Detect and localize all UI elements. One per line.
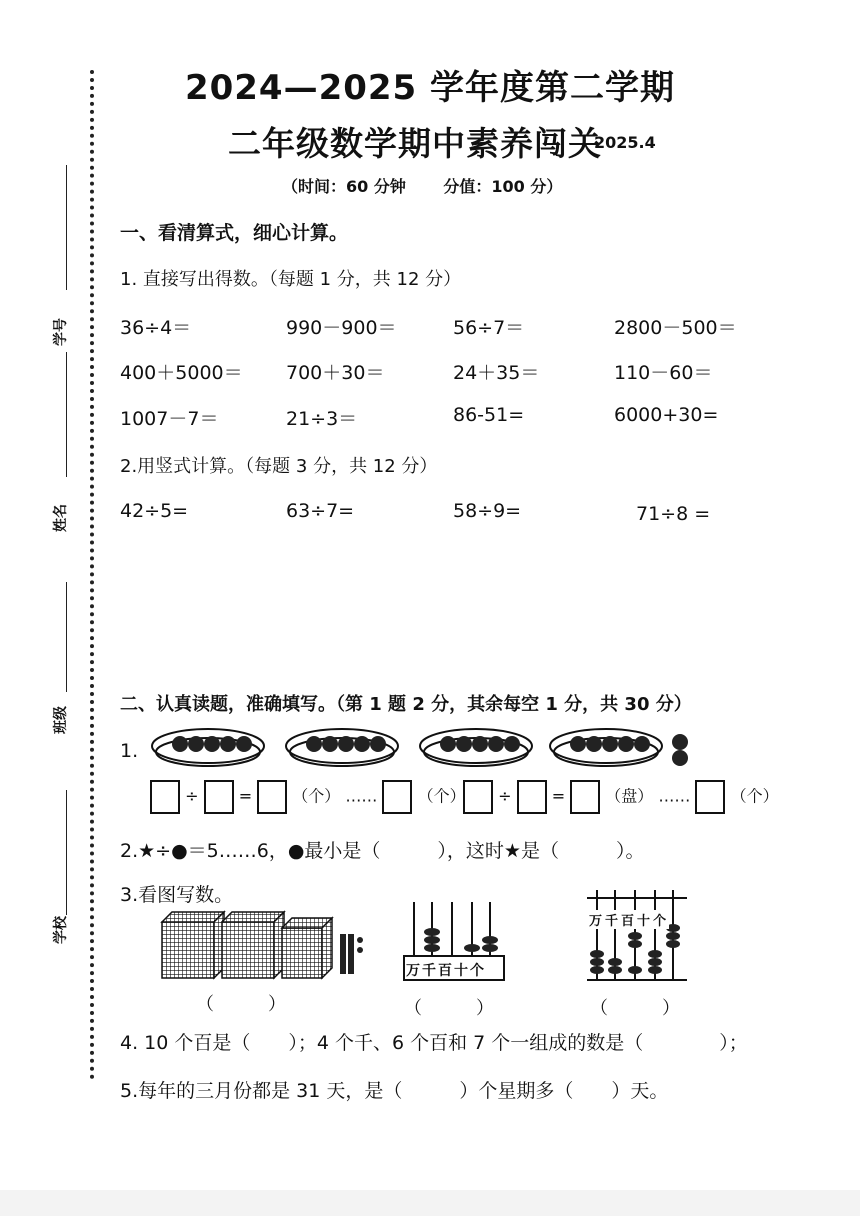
- exam-subtitle: 二年级数学期中素养闯关: [228, 124, 602, 163]
- section1-heading: 一、看清算式，细心计算。: [120, 222, 349, 244]
- division-equation-left: ÷ = （个） …… （个）: [150, 780, 466, 814]
- exam-date: 2025.4: [594, 133, 656, 152]
- school-line: [66, 790, 67, 915]
- q4-text: 4. 10 个百是（ ）；4 个千、6 个百和 7 个一组成的数是（ ）；: [120, 1032, 748, 1054]
- exam-title: 2024—2025 学年度第二学期: [184, 68, 676, 108]
- vertical-calc-item: 71÷8 =: [636, 503, 711, 525]
- q5-text: 5.每年的三月份都是 31 天，是（ ）个星期多（ ）天。: [120, 1080, 669, 1102]
- student-id-line: [66, 165, 67, 290]
- calc-item: 990－900＝: [286, 317, 397, 339]
- vertical-calc-item: 42÷5=: [120, 500, 189, 522]
- section2-heading: 二、认真读题，准确填写。（第 1 题 2 分，其余每空 1 分，共 30 分）: [120, 694, 692, 715]
- calc-item: 110－60＝: [614, 362, 713, 384]
- calc-item: 400＋5000＝: [120, 362, 243, 384]
- class-line: [66, 582, 67, 692]
- calc-item: 21÷3＝: [286, 408, 358, 430]
- exam-info: （时间：60 分钟 分值：100 分）: [282, 177, 563, 196]
- vertical-calc-item: 63÷7=: [286, 500, 355, 522]
- page-bottom-band: [0, 1190, 860, 1216]
- calc-item: 86-51=: [453, 404, 525, 426]
- school-label: 学校: [53, 916, 69, 944]
- abacus-2-labels: 万千百十个: [589, 910, 669, 929]
- strawberry-plates-image: [150, 722, 710, 778]
- answer-box[interactable]: [463, 780, 493, 814]
- answer-box[interactable]: [570, 780, 600, 814]
- calc-item: 56÷7＝: [453, 317, 525, 339]
- answer-box[interactable]: [695, 780, 725, 814]
- division-equation-right: ÷ = （盘） …… （个）: [463, 780, 779, 814]
- calc-item: 700＋30＝: [286, 362, 385, 384]
- class-label: 班级: [53, 706, 69, 734]
- q3-title: 3.看图写数。: [120, 884, 234, 906]
- answer-box[interactable]: [382, 780, 412, 814]
- vertical-calc-item: 58÷9=: [453, 500, 522, 522]
- calc-item: 36÷4＝: [120, 317, 192, 339]
- place-value-blocks-image: [158, 910, 368, 982]
- calc-item: 24＋35＝: [453, 362, 540, 384]
- student-id-label: 学号: [53, 318, 69, 346]
- name-label: 姓名: [53, 504, 69, 532]
- q2-text: 2.★÷●＝5……6，●最小是（ ），这时★是（ ）。: [120, 840, 645, 862]
- calc-item: 2800－500＝: [614, 317, 737, 339]
- answer-box[interactable]: [517, 780, 547, 814]
- answer-blank-3[interactable]: （ ）: [590, 998, 680, 1019]
- q1-label: 1.: [120, 740, 139, 762]
- answer-box[interactable]: [150, 780, 180, 814]
- abacus-1-labels: 万千百十个: [406, 963, 486, 979]
- answer-blank-2[interactable]: （ ）: [404, 998, 494, 1019]
- binding-dotted-line: [90, 70, 94, 1080]
- abacus-image-2: [585, 888, 689, 984]
- calc-item: 1007－7＝: [120, 408, 219, 430]
- calc-item: 6000+30=: [614, 404, 719, 426]
- answer-blank-1[interactable]: （ ）: [196, 994, 286, 1015]
- answer-box[interactable]: [204, 780, 234, 814]
- q2-title: 2.用竖式计算。（每题 3 分，共 12 分）: [120, 456, 438, 477]
- q1-title: 1. 直接写出得数。（每题 1 分，共 12 分）: [120, 269, 462, 290]
- answer-box[interactable]: [257, 780, 287, 814]
- name-line: [66, 352, 67, 477]
